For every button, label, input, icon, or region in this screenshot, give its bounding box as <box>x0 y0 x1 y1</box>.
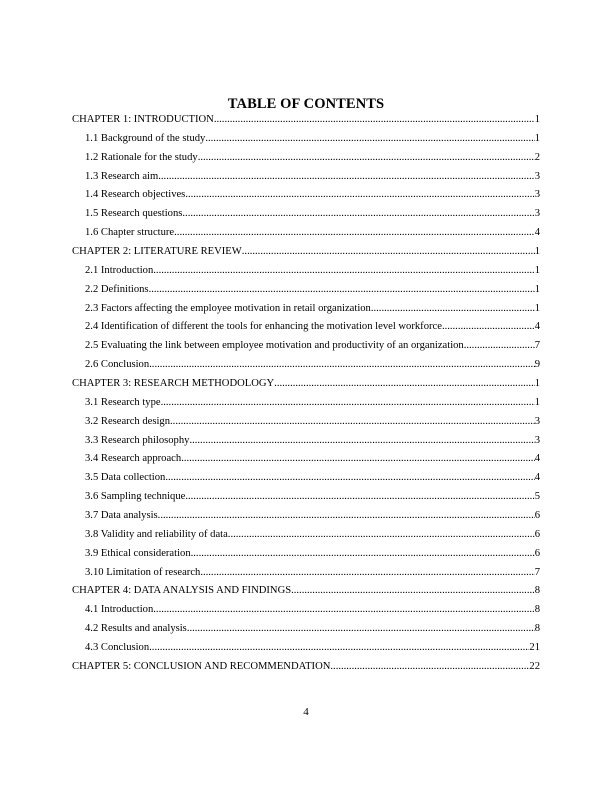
toc-section-entry[interactable] <box>72 340 540 359</box>
toc-section-entry[interactable] <box>72 416 540 435</box>
toc-entry-page: 6 <box>534 510 540 522</box>
toc-entry-page: 1 <box>534 396 540 408</box>
toc-entry-page: 3 <box>534 415 540 427</box>
toc-entry-page: 6 <box>534 528 540 540</box>
toc-leader-dots <box>161 397 535 408</box>
toc-entry-page: 22 <box>529 660 540 672</box>
toc-entry-page: 1 <box>534 283 540 295</box>
toc-section-entry[interactable] <box>72 510 540 529</box>
toc-section-entry[interactable] <box>72 642 540 661</box>
toc-entry-label: 4.3 Conclusion <box>85 642 150 654</box>
toc-section-entry[interactable] <box>72 435 540 454</box>
toc-section-entry[interactable] <box>72 189 540 208</box>
toc-leader-dots <box>149 359 535 370</box>
toc-entry-page: 8 <box>534 604 540 616</box>
toc-entry-label: 3.5 Data collection <box>85 472 166 484</box>
toc-entry-label: 2.4 Identification of different the tools for enhancing the motivation level workforce <box>85 321 442 333</box>
toc-section-entry[interactable] <box>72 529 540 548</box>
toc-entry-page: 3 <box>534 189 540 201</box>
toc-entry-label: 2.5 Evaluating the link between employee motivation and productivity of an organization <box>85 340 464 352</box>
toc-section-entry[interactable] <box>72 303 540 322</box>
toc-leader-dots <box>153 604 534 615</box>
toc-section-entry[interactable] <box>72 491 540 510</box>
toc-entry-label: 3.10 Limitation of research <box>85 566 201 578</box>
toc-section-entry[interactable] <box>72 472 540 491</box>
toc-leader-dots <box>228 529 535 540</box>
toc-leader-dots <box>185 189 534 200</box>
toc-entry-page: 3 <box>534 208 540 220</box>
toc-section-entry[interactable] <box>72 284 540 303</box>
toc-section-entry[interactable] <box>72 453 540 472</box>
toc-leader-dots <box>158 510 535 521</box>
toc-entry-page: 1 <box>534 378 540 390</box>
toc-leader-dots <box>170 416 535 427</box>
toc-entry-label: 3.1 Research type <box>85 396 161 408</box>
toc-leader-dots <box>149 284 535 295</box>
toc-section-entry[interactable] <box>72 227 540 246</box>
toc-leader-dots <box>149 642 529 653</box>
toc-entry-page: 8 <box>534 585 540 597</box>
toc-leader-dots <box>291 585 535 596</box>
toc-leader-dots <box>242 246 535 257</box>
toc-section-entry[interactable] <box>72 623 540 642</box>
toc-entry-page: 1 <box>534 246 540 258</box>
toc-entry-page: 1 <box>534 264 540 276</box>
toc-entry-page: 21 <box>529 642 540 654</box>
toc-leader-dots <box>153 265 534 276</box>
toc-entry-page: 4 <box>534 321 540 333</box>
toc-section-entry[interactable] <box>72 208 540 227</box>
toc-section-entry[interactable] <box>72 397 540 416</box>
toc-leader-dots <box>464 340 535 351</box>
toc-entry-page: 1 <box>534 114 540 125</box>
toc-entry-label: 3.8 Validity and reliability of data <box>85 528 228 540</box>
toc-entry-label: 2.6 Conclusion <box>85 359 150 371</box>
toc-section-entry[interactable] <box>72 265 540 284</box>
toc-entry-label: 1.2 Rationale for the study <box>85 151 198 163</box>
toc-entry-page: 4 <box>534 227 540 239</box>
toc-entry-label: CHAPTER 5: CONCLUSION AND RECOMMENDATION <box>72 660 331 672</box>
toc-entry-page: 8 <box>534 623 540 635</box>
toc-chapter-entry[interactable] <box>72 378 540 397</box>
toc-leader-dots <box>191 548 535 559</box>
toc-leader-dots <box>205 133 534 144</box>
toc-section-entry[interactable] <box>72 567 540 586</box>
toc-leader-dots <box>442 321 535 332</box>
toc-leader-dots <box>181 453 535 464</box>
toc-section-entry[interactable] <box>72 171 540 190</box>
toc-entry-page: 3 <box>534 170 540 182</box>
toc-chapter-entry[interactable] <box>72 585 540 604</box>
toc-entry-label: 3.7 Data analysis <box>85 510 158 522</box>
toc-entry-label: CHAPTER 2: LITERATURE REVIEW <box>72 246 242 258</box>
toc-leader-dots <box>187 623 535 634</box>
toc-entry-label: 1.4 Research objectives <box>85 189 186 201</box>
toc-entry-page: 2 <box>534 151 540 163</box>
toc-entry-page: 7 <box>534 566 540 578</box>
toc-entry-label: CHAPTER 4: DATA ANALYSIS AND FINDINGS <box>72 585 292 597</box>
toc-entry-page: 3 <box>534 434 540 446</box>
toc-leader-dots <box>214 114 535 125</box>
toc-leader-dots <box>198 152 535 163</box>
toc-section-entry[interactable] <box>72 359 540 378</box>
toc-leader-dots <box>174 227 535 238</box>
toc-section-entry[interactable] <box>72 548 540 567</box>
toc-entry-label: 4.1 Introduction <box>85 604 154 616</box>
toc-leader-dots <box>158 171 534 182</box>
toc-entry-page: 4 <box>534 472 540 484</box>
page-number: 4 <box>303 706 309 718</box>
toc-leader-dots <box>189 435 534 446</box>
toc-leader-dots <box>185 491 534 502</box>
toc-entry-label: 3.4 Research approach <box>85 453 182 465</box>
toc-leader-dots <box>330 661 529 672</box>
toc-entry-page: 1 <box>534 302 540 314</box>
toc-leader-dots <box>200 567 534 578</box>
toc-chapter-entry[interactable] <box>72 661 540 680</box>
toc-entry-label: 3.6 Sampling technique <box>85 491 186 503</box>
toc-title: TABLE OF CONTENTS <box>227 96 385 112</box>
toc-leader-dots <box>182 208 534 219</box>
toc-leader-dots <box>274 378 535 389</box>
toc-entry-label: 2.3 Factors affecting the employee motivation in retail organization <box>85 302 371 314</box>
toc-entry-label: 1.5 Research questions <box>85 208 183 220</box>
toc-section-entry[interactable] <box>72 604 540 623</box>
toc-entry-label: 4.2 Results and analysis <box>85 623 187 635</box>
toc-entry-label: 3.3 Research philosophy <box>85 434 190 446</box>
toc-entry-label: 1.6 Chapter structure <box>85 227 175 239</box>
toc-entry-page: 6 <box>534 547 540 559</box>
toc-entry-label: 2.2 Definitions <box>85 283 149 295</box>
toc-section-entry[interactable] <box>72 152 540 171</box>
toc-leader-dots <box>165 472 534 483</box>
toc-section-entry[interactable] <box>72 133 540 152</box>
toc-section-entry[interactable] <box>72 321 540 340</box>
toc-entry-page: 1 <box>534 132 540 144</box>
toc-leader-dots <box>371 303 535 314</box>
toc-entry-label: 2.1 Introduction <box>85 264 154 276</box>
toc-entry-page: 9 <box>534 359 540 371</box>
toc-chapter-entry[interactable] <box>72 114 540 133</box>
toc-entry-page: 4 <box>534 453 540 465</box>
toc-entry-label: 1.3 Research aim <box>85 170 159 182</box>
toc-entry-label: 1.1 Background of the study <box>85 132 206 144</box>
toc-list <box>72 114 540 680</box>
toc-entry-label: CHAPTER 3: RESEARCH METHODOLOGY <box>72 378 275 390</box>
toc-entry-page: 5 <box>534 491 540 503</box>
toc-entry-page: 7 <box>534 340 540 352</box>
toc-entry-label: 3.2 Research design <box>85 415 171 427</box>
toc-chapter-entry[interactable] <box>72 246 540 265</box>
toc-entry-label: 3.9 Ethical consideration <box>85 547 191 559</box>
toc-entry-label: CHAPTER 1: INTRODUCTION <box>72 114 214 125</box>
